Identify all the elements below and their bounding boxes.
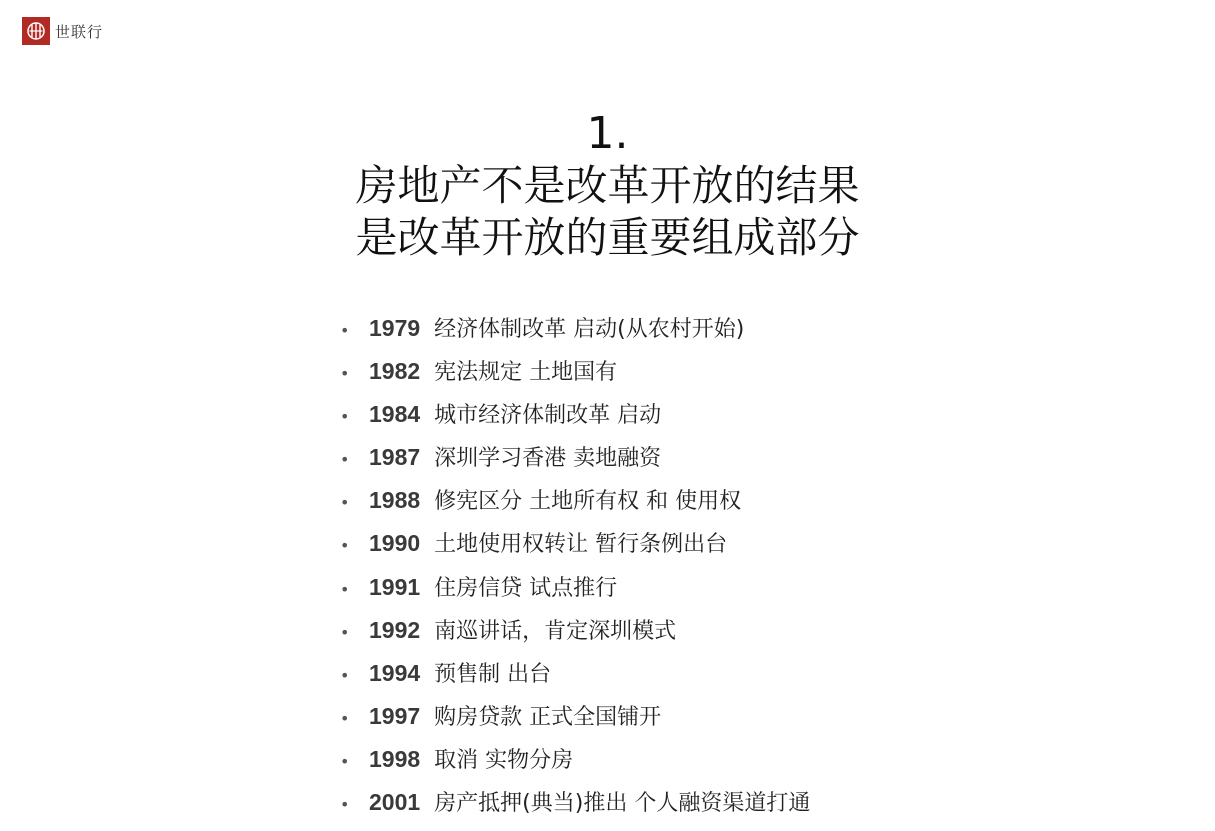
timeline-year: 1979	[369, 315, 421, 341]
bullet-icon: •	[340, 665, 350, 685]
bullet-icon: •	[340, 579, 350, 599]
timeline-item	[336, 441, 810, 484]
bullet-icon: •	[340, 795, 350, 815]
timeline-item	[336, 743, 810, 786]
brand-seal-icon	[22, 17, 50, 45]
timeline-item	[336, 571, 810, 614]
timeline-event: 南巡讲话，肯定深圳模式	[434, 618, 677, 644]
timeline-year: 1997	[369, 702, 421, 729]
timeline-year: 1998	[369, 745, 421, 772]
brand-logo	[22, 17, 103, 45]
timeline-event: 深圳学习香港 卖地融资	[434, 446, 662, 472]
slide-title	[0, 108, 1215, 264]
bullet-icon: •	[340, 622, 350, 642]
timeline-item	[336, 786, 810, 829]
brand-name: 世联行	[55, 22, 104, 41]
timeline-item	[336, 398, 810, 441]
timeline-item	[336, 484, 810, 527]
timeline-event: 修宪区分 土地所有权 和 使用权	[434, 489, 742, 515]
bullet-icon: •	[340, 364, 350, 384]
timeline-year: 1991	[369, 573, 421, 600]
bullet-icon: •	[340, 321, 350, 340]
timeline-event: 宪法规定 土地国有	[434, 360, 618, 386]
timeline-event: 土地使用权转让 暂行条例出台	[434, 532, 728, 558]
bullet-icon: •	[340, 450, 350, 470]
timeline-event: 取消 实物分房	[434, 747, 574, 773]
timeline-list	[336, 312, 810, 829]
title-line-2: 是改革开放的重要组成部分	[355, 213, 860, 262]
timeline-item	[336, 657, 810, 700]
timeline-year: 1992	[369, 616, 421, 643]
bullet-icon: •	[340, 536, 350, 556]
section-number: 1.	[586, 108, 629, 159]
title-line-1: 房地产不是改革开放的结果	[355, 161, 860, 210]
bullet-icon: •	[340, 407, 350, 427]
timeline-event: 经济体制改革 启动(从农村开始)	[434, 317, 745, 342]
timeline-year: 1982	[369, 358, 421, 385]
timeline-event: 预售制 出台	[434, 661, 552, 687]
timeline-item	[336, 355, 810, 398]
timeline-year: 1990	[369, 530, 421, 557]
timeline-item	[336, 527, 810, 570]
timeline-event: 城市经济体制改革 启动	[434, 403, 662, 429]
timeline-year: 1988	[369, 487, 421, 514]
timeline-year: 2001	[369, 789, 421, 816]
timeline-item	[336, 700, 810, 743]
timeline-item	[336, 614, 810, 657]
timeline-year: 1984	[369, 401, 421, 428]
bullet-icon: •	[340, 493, 350, 513]
bullet-icon: •	[340, 751, 350, 771]
timeline-item	[336, 312, 810, 355]
timeline-year: 1994	[369, 659, 421, 686]
timeline-event: 房产抵押(典当)推出 个人融资渠道打通	[434, 791, 811, 817]
timeline-event: 购房贷款 正式全国铺开	[434, 704, 662, 730]
bullet-icon: •	[340, 708, 350, 728]
timeline-event: 住房信贷 试点推行	[434, 575, 618, 601]
timeline-year: 1987	[369, 444, 421, 471]
